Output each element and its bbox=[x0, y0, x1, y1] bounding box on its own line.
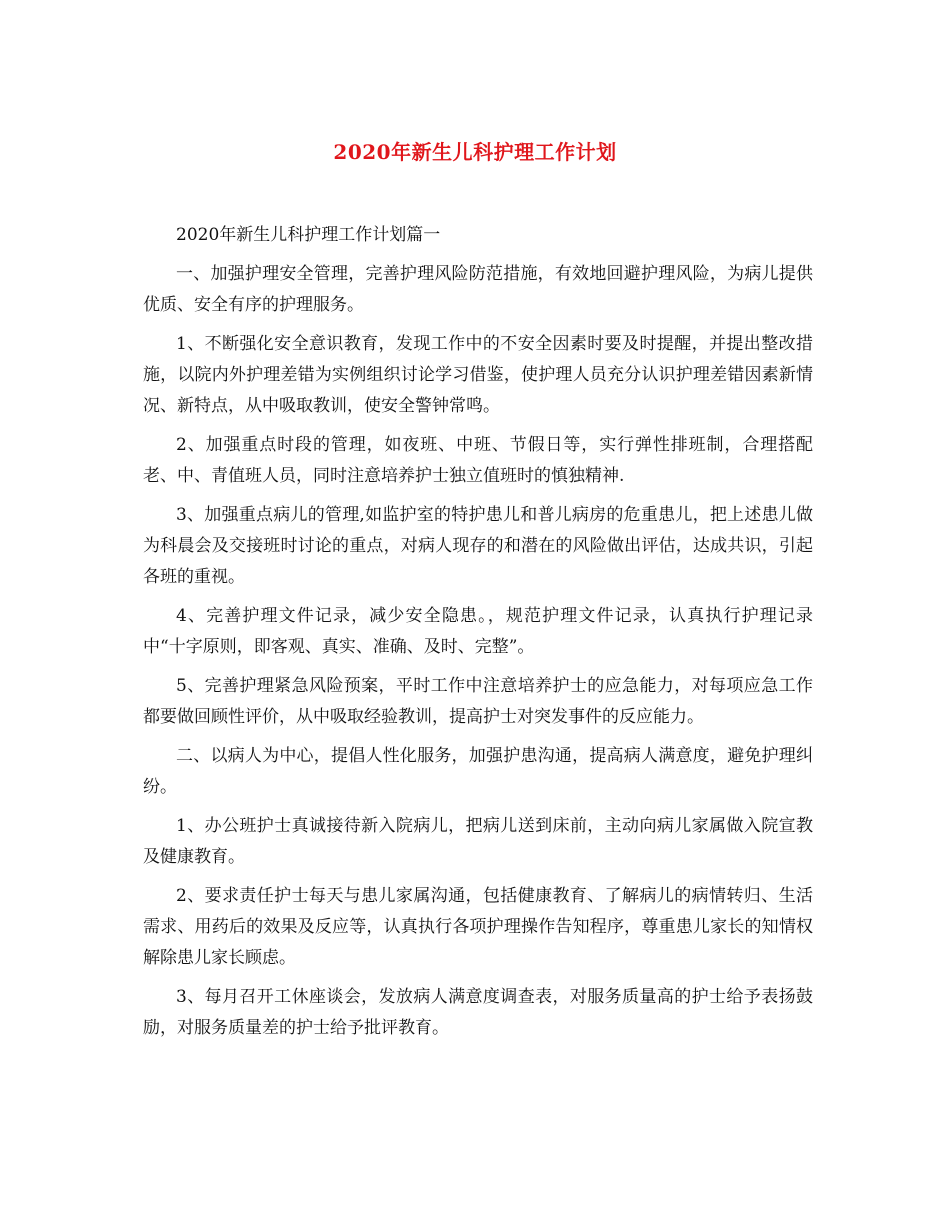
paragraph: 2、要求责任护士每天与患儿家属沟通，包括健康教育、了解病儿的病情转归、生活需求、用药后的效果及反应等，认真执行各项护理操作告知程序，尊重患儿家长的知情权解除患儿家长顾虑。 bbox=[143, 886, 813, 968]
document-body bbox=[143, 220, 813, 1052]
paragraph: 3、加强重点病儿的管理,如监护室的特护患儿和普儿病房的危重患儿，把上述患儿做为科晨会及交接班时讨论的重点，对病人现存的和潜在的风险做出评估，达成共识，引起各班的重视。 bbox=[143, 505, 813, 587]
paragraph: 1、办公班护士真诚接待新入院病儿，把病儿送到床前，主动向病儿家属做入院宣教及健康教育。 bbox=[143, 816, 813, 867]
paragraph: 二、以病人为中心，提倡人性化服务，加强护患沟通，提高病人满意度，避免护理纠纷。 bbox=[143, 746, 813, 797]
paragraph: 2、加强重点时段的管理，如夜班、中班、节假日等，实行弹性排班制，合理搭配老、中、青值班人员，同时注意培养护士独立值班时的慎独精神. bbox=[143, 435, 813, 486]
section-heading-paragraph: 2020年新生儿科护理工作计划篇一 bbox=[176, 225, 441, 245]
document-title: 2020年新生儿科护理工作计划 bbox=[333, 140, 617, 164]
paragraph: 一、加强护理安全管理，完善护理风险防范措施，有效地回避护理风险，为病儿提供优质、安全有序的护理服务。 bbox=[143, 264, 813, 315]
paragraph: 3、每月召开工休座谈会，发放病人满意度调查表，对服务质量高的护士给予表扬鼓励，对服务质量差的护士给予批评教育。 bbox=[143, 987, 813, 1038]
paragraph: 4、完善护理文件记录，减少安全隐患。，规范护理文件记录，认真执行护理记录中“十字原则，即客观、真实、准确、及时、完整”。 bbox=[143, 606, 813, 657]
paragraph: 5、完善护理紧急风险预案，平时工作中注意培养护士的应急能力，对每项应急工作都要做回顾性评价，从中吸取经验教训，提高护士对突发事件的反应能力。 bbox=[143, 676, 813, 727]
paragraph: 1、不断强化安全意识教育，发现工作中的不安全因素时要及时提醒，并提出整改措施，以院内外护理差错为实例组织讨论学习借鉴，使护理人员充分认识护理差错因素新情况、新特点，从中吸取教训，使安全警钟常鸣。 bbox=[143, 334, 813, 416]
